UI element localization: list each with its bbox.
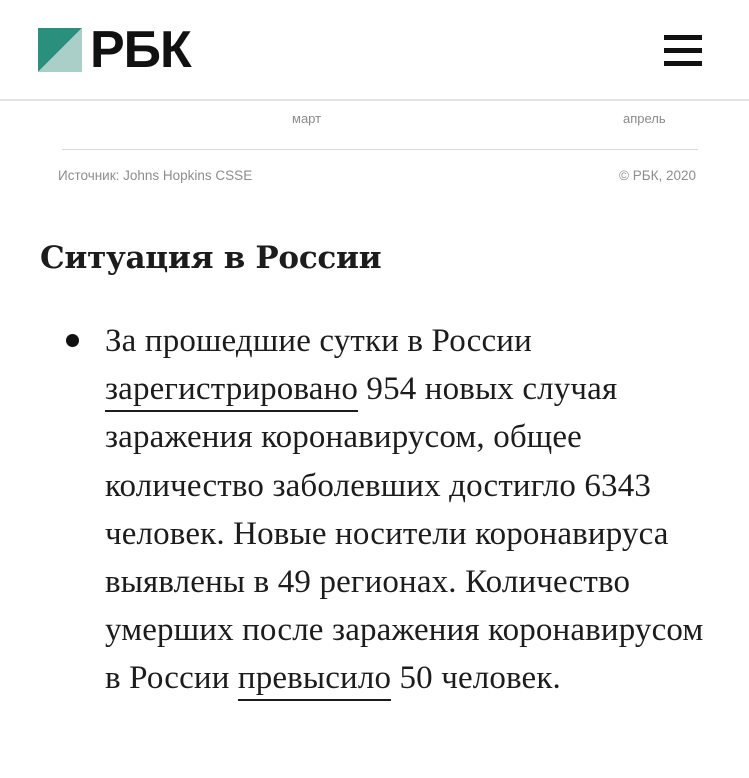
chart-source: Источник: Johns Hopkins CSSE bbox=[58, 168, 253, 183]
paragraph-text: 954 новых случая заражения коронавирусом, общее количество заболевших достигло 6343 человек. Новые носители коронавируса выявлены в 49 регионах. Количество умерших после заражения коронавирусом в России bbox=[105, 371, 704, 697]
paragraph-text: За прошедшие сутки в России bbox=[105, 323, 532, 359]
x-tick-label: апрель bbox=[623, 111, 666, 126]
rbc-logo-icon bbox=[38, 28, 82, 72]
chart-x-axis bbox=[62, 102, 698, 150]
hamburger-menu-icon[interactable] bbox=[664, 35, 702, 67]
chart-copyright: © РБК, 2020 bbox=[619, 168, 696, 183]
registered-link[interactable]: зарегистрировано bbox=[105, 371, 358, 412]
article-paragraph bbox=[105, 317, 725, 703]
rbc-logo[interactable] bbox=[38, 21, 191, 79]
chart-footer bbox=[58, 168, 696, 188]
bullet-point bbox=[66, 334, 79, 347]
x-tick-label: март bbox=[292, 111, 322, 126]
paragraph-text: 50 человек. bbox=[391, 660, 561, 697]
logo-text: РБК bbox=[90, 21, 191, 79]
site-header bbox=[0, 0, 749, 101]
exceeded-link[interactable]: превысило bbox=[238, 660, 391, 701]
section-title: Ситуация в России bbox=[40, 240, 382, 276]
